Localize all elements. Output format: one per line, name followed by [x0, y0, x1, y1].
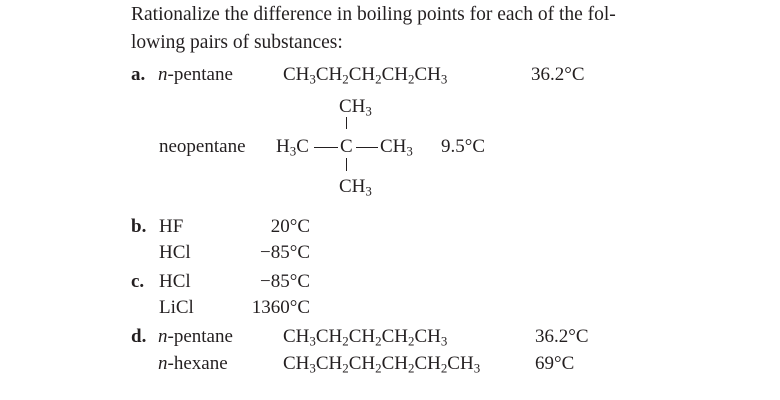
formula-group: CH: [283, 326, 310, 347]
formula-subscript: 3: [309, 71, 316, 87]
formula-subscript: 3: [473, 360, 481, 376]
part-c-row1-bp: −85°C: [260, 271, 310, 292]
part-d-n-hexane-bp: 69°C: [535, 353, 575, 374]
formula-group: CH: [414, 64, 441, 85]
neopentane-top-group: $CH_3$: [339, 96, 372, 119]
formula-subscript: 2: [407, 360, 415, 376]
formula-subscript: 2: [342, 71, 349, 87]
formula-subscript: 2: [375, 71, 382, 87]
prompt-line-1: Rationalize the difference in boiling points for each of the fol-: [131, 4, 616, 25]
formula-subscript: 3: [309, 360, 316, 376]
formula-group: CH: [315, 353, 343, 374]
formula-group: CH: [381, 64, 408, 85]
part-b-letter: b.: [131, 216, 147, 237]
formula-group: CH: [414, 353, 441, 374]
formula-group: CH: [283, 64, 310, 85]
part-b-row2-name: HCl: [159, 242, 191, 263]
part-d-n-hexane-name: n-hexane: [158, 353, 228, 374]
neopentane-bp: 9.5°C: [441, 136, 486, 157]
neopentane-bottom-bond: [346, 158, 347, 171]
part-c-row2-bp: 1360°C: [251, 297, 310, 318]
neopentane-right-group: $CH_3$: [380, 136, 413, 159]
part-d-letter: d.: [131, 326, 147, 347]
prompt-line-2: lowing pairs of substances:: [131, 32, 343, 53]
formula-group: CH: [381, 326, 408, 347]
part-a-n-pentane-bp: 36.2°C: [531, 64, 585, 85]
neopentane-left-bond: [314, 147, 338, 148]
part-b-row1-bp: 20°C: [270, 216, 310, 237]
formula-subscript: 3: [309, 333, 316, 349]
formula-group: CH: [348, 326, 376, 347]
formula-group: CH: [283, 353, 310, 374]
neopentane-name: neopentane: [159, 136, 246, 157]
formula-group: CH: [315, 326, 343, 347]
part-d-n-pentane-name: n-pentane: [158, 326, 233, 347]
part-c-row1-name: HCl: [159, 271, 191, 292]
formula-subscript: 3: [440, 333, 448, 349]
neopentane-top-bond: [346, 117, 347, 129]
formula-group: CH: [348, 353, 376, 374]
formula-subscript: 2: [407, 71, 415, 87]
part-b-row2-bp: −85°C: [260, 242, 310, 263]
part-c-letter: c.: [131, 271, 145, 292]
part-b-row1-name: HF: [159, 216, 184, 237]
part-a-letter: a.: [131, 64, 146, 85]
neopentane-right-bond: [356, 147, 378, 148]
formula-subscript: 3: [440, 71, 448, 87]
name-rest: -pentane: [167, 64, 233, 85]
formula-subscript: 2: [375, 333, 382, 349]
neopentane-bottom-group: $CH_3$: [339, 176, 372, 199]
formula-subscript: 2: [407, 333, 415, 349]
formula-group: CH: [315, 64, 343, 85]
neopentane-center-atom: C: [340, 136, 353, 157]
formula-subscript: 2: [342, 333, 349, 349]
formula-group: CH: [447, 353, 474, 374]
part-d-n-pentane-formula: [283, 326, 448, 349]
formula-subscript: 2: [440, 360, 448, 376]
part-a-n-pentane-formula: [283, 64, 448, 87]
formula-subscript: 2: [375, 360, 382, 376]
part-c-row2-name: LiCl: [159, 297, 194, 318]
part-a-n-pentane-name: [158, 65, 233, 84]
formula-subscript: 2: [342, 360, 349, 376]
n-prefix: n: [158, 64, 168, 85]
formula-group: CH: [381, 353, 408, 374]
part-d-n-pentane-bp: 36.2°C: [535, 326, 589, 347]
neopentane-left-group: $H_3C$: [276, 136, 309, 159]
formula-group: CH: [348, 64, 376, 85]
part-d-n-hexane-formula: [283, 353, 481, 376]
formula-group: CH: [414, 326, 441, 347]
